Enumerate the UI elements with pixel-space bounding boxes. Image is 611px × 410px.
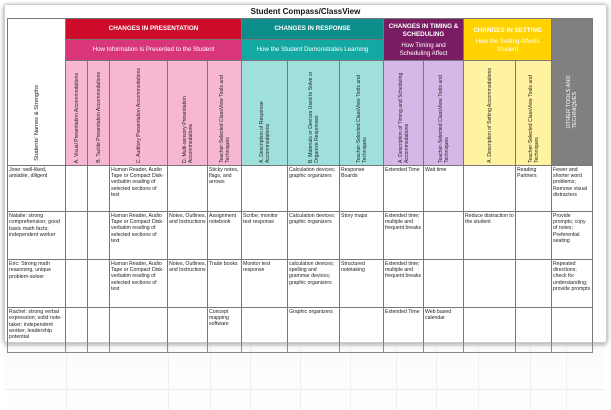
table-cell — [88, 166, 110, 212]
table-cell: Graphic organizers — [288, 308, 340, 353]
compass-table — [7, 18, 593, 353]
table-cell — [88, 260, 110, 308]
table-cell: Extended Time — [384, 308, 424, 353]
table-cell: Structured notetaking — [340, 260, 384, 308]
table-cell: Repeated directions; check for understanding; provide prompts — [552, 260, 593, 308]
table-row — [8, 260, 593, 308]
table-cell: Sticky notes, flags, and arrows — [208, 166, 242, 212]
table-cell: Wait time — [424, 166, 464, 212]
group-setting-label: CHANGES IN SETTING — [473, 26, 542, 34]
group-setting-subtitle: How the Setting Affects Student — [475, 37, 540, 53]
group-timing-label: CHANGES IN TIMING & SCHEDULING — [388, 22, 459, 38]
table-cell: calculation devices; spelling and grammar devices; graphic organizers — [288, 260, 340, 308]
table-cell: Reading Partners — [516, 166, 552, 212]
col-header: A. Description of Setting Accommodations — [486, 68, 493, 163]
col-header: C. Auditory Presentation Accommodations — [135, 67, 142, 163]
col-header: Teacher-Selected ClassView Tools and Techniques — [218, 75, 231, 163]
table-cell — [424, 260, 464, 308]
table-cell: Fewer and shorter word problems; Remove visual distracters — [552, 166, 593, 212]
table-cell: Calculation devices; graphic organizers — [288, 212, 340, 260]
table-row — [8, 166, 593, 212]
table-cell: Assignment notebook — [208, 212, 242, 260]
table-cell: Story maps — [340, 212, 384, 260]
table-cell: Extended time; multiple and frequent breaks — [384, 260, 424, 308]
student-name: Jose: well-liked, amiable, diligent — [8, 166, 66, 212]
table-cell: Human Reader, Audio Tape or Compact Disk- verbatim reading of selected sections of text — [110, 212, 168, 260]
table-cell: Provide prompts; copy of notes; Preferential seating — [552, 212, 593, 260]
col-header: B. Tactile Presentation Accommodations — [95, 72, 102, 163]
col-header: A. Description of Timing and Scheduling Accommodations — [397, 72, 410, 163]
student-name: Eric: Strong math reasoning, unique problem-solver — [8, 260, 66, 308]
table-cell — [516, 212, 552, 260]
table-cell: Extended time; multiple and frequent breaks — [384, 212, 424, 260]
col-header: Teacher-Selected ClassView Tools and Techniques — [527, 75, 540, 163]
col-header: Teacher-Selected ClassView Tools and Techniques — [355, 75, 368, 163]
table-cell — [66, 166, 88, 212]
table-cell — [516, 260, 552, 308]
table-cell: Extended Time — [384, 166, 424, 212]
table-cell — [424, 212, 464, 260]
table-cell: Reduce distraction to the student — [464, 212, 516, 260]
col-header: D. Multi-sensory Presentation Accommodations — [181, 96, 194, 163]
sheet-title: Student Compass/ClassView — [250, 7, 361, 16]
table-cell: Notes, Outlines, and Instructions — [168, 212, 208, 260]
group-presentation-header: CHANGES IN PRESENTATION — [66, 19, 242, 40]
col-header: A. Description of Response Accommodations — [258, 101, 271, 163]
table-cell — [66, 260, 88, 308]
col-header: A. Visual Presentation Accommodations — [73, 72, 80, 163]
names-header-cell — [8, 19, 66, 166]
col-header: B. Materials or Devices Used to Solve or Organize Responses — [307, 71, 320, 163]
table-cell: Scribe; monitor test response — [242, 212, 288, 260]
table-cell: Monitor test response — [242, 260, 288, 308]
table-cell — [168, 166, 208, 212]
table-cell: Notes, Outlines, and Instructions — [168, 260, 208, 308]
table-cell — [242, 166, 288, 212]
table-cell — [88, 212, 110, 260]
compass-sheet — [4, 4, 607, 343]
group-presentation-subtitle: How Information Is Presented to the Student — [66, 40, 242, 61]
table-cell: Web based calendar — [424, 308, 464, 353]
table-cell — [464, 166, 516, 212]
table-cell — [464, 260, 516, 308]
group-response-header: CHANGES IN RESPONSE — [242, 19, 384, 40]
sheet-reflection — [4, 343, 605, 410]
table-cell: Human Reader, Audio Tape or Compact Disk- verbatim reading of selected sections of test — [110, 260, 168, 308]
table-cell: Concept mapping software — [208, 308, 242, 353]
col-header: Teacher-Selected ClassView Tools and Techniques — [437, 75, 450, 163]
student-name: Natalie: strong comprehension; good basic math facts; independent worker — [8, 212, 66, 260]
group-timing-header — [384, 19, 464, 61]
group-timing-subtitle: How Timing and Scheduling Affect — [399, 41, 448, 57]
group-other-header — [552, 19, 593, 166]
table-cell: Trade books — [208, 260, 242, 308]
table-cell — [66, 212, 88, 260]
group-other-label: OTHER TOOLS AND TECHNIQUES — [566, 75, 578, 129]
names-header: Students' Names & Strengths — [33, 85, 40, 161]
table-cell: Response Boards — [340, 166, 384, 212]
group-setting-header — [464, 19, 552, 61]
table-row — [8, 212, 593, 260]
group-response-subtitle: How the Student Demonstrates Learning — [242, 40, 384, 61]
table-cell: Calculation devices; graphic organizers — [288, 166, 340, 212]
student-name: Rachel: strong verbal expression; solid note-taker; independent worker, leadership potential — [8, 308, 66, 353]
table-cell: Human Reader, Audio Tape or Compact Disk- verbatim reading of selected sections of test — [110, 166, 168, 212]
